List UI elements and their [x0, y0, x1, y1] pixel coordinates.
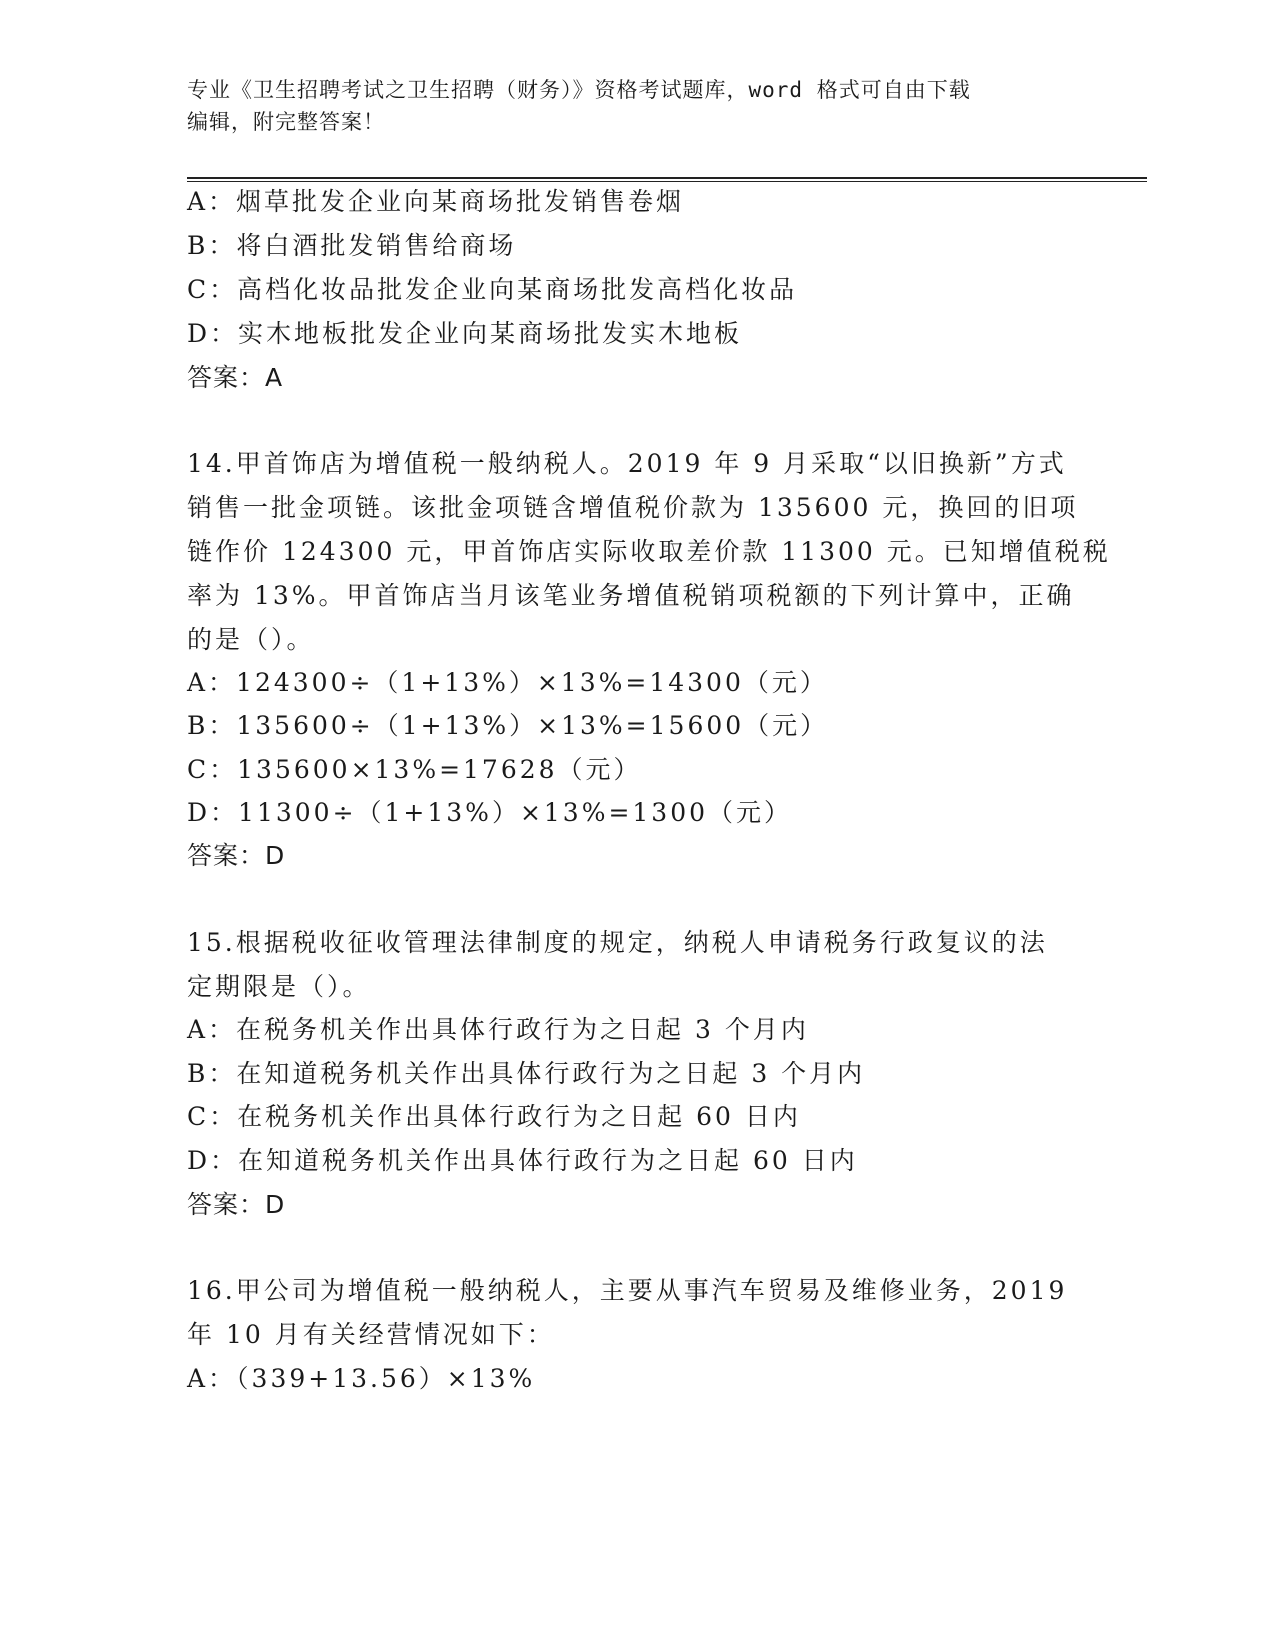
- q13-option-a: A：烟草批发企业向某商场批发销售卷烟: [187, 187, 685, 216]
- q15-stem-line-1: 15.根据税收征收管理法律制度的规定，纳税人申请税务行政复议的法: [187, 928, 1048, 957]
- q16-option-a: A：（339+13.56）×13%: [187, 1364, 536, 1393]
- q16-stem-line-1: 16.甲公司为增值税一般纳税人，主要从事汽车贸易及维修业务，2019: [187, 1276, 1068, 1305]
- q14-option-b: B：135600÷（1+13%）×13%=15600（元）: [187, 711, 829, 740]
- q14-option-d: D：11300÷（1+13%）×13%=1300（元）: [187, 798, 793, 827]
- q15-stem-line-2: 定期限是（）。: [187, 972, 371, 1001]
- q14-option-c: C：135600×13%=17628（元）: [187, 755, 642, 784]
- q13-answer: 答案：A: [187, 363, 284, 392]
- q14-option-a: A：124300÷（1+13%）×13%=14300（元）: [187, 668, 828, 697]
- header-line-1: 专业《卫生招聘考试之卫生招聘（财务）》资格考试题库，word 格式可自由下载: [187, 78, 971, 102]
- header-divider-thin: [187, 181, 1147, 182]
- q15-option-b: B：在知道税务机关作出具体行政行为之日起 3 个月内: [187, 1059, 866, 1088]
- header-divider-thick: [187, 177, 1147, 179]
- q13-option-b: B：将白酒批发销售给商场: [187, 231, 517, 260]
- q14-stem-line-3: 链作价 124300 元，甲首饰店实际收取差价款 11300 元。已知增值税税: [187, 537, 1111, 566]
- q14-answer: 答案：D: [187, 841, 286, 870]
- q13-option-c: C：高档化妆品批发企业向某商场批发高档化妆品: [187, 275, 798, 304]
- q14-stem-line-2: 销售一批金项链。该批金项链含增值税价款为 135600 元，换回的旧项: [187, 493, 1079, 522]
- q13-option-d: D：实木地板批发企业向某商场批发实木地板: [187, 319, 743, 348]
- q15-option-a: A：在税务机关作出具体行政行为之日起 3 个月内: [187, 1015, 809, 1044]
- q14-stem-line-4: 率为 13%。甲首饰店当月该笔业务增值税销项税额的下列计算中，正确: [187, 581, 1075, 610]
- q14-stem-line-5: 的是（）。: [187, 625, 315, 654]
- document-header: [187, 74, 1067, 138]
- q14-stem-line-1: 14.甲首饰店为增值税一般纳税人。2019 年 9 月采取“以旧换新”方式: [187, 449, 1067, 478]
- q16-stem-line-2: 年 10 月有关经营情况如下：: [187, 1320, 555, 1349]
- q15-answer: 答案：D: [187, 1190, 286, 1219]
- header-line-2: 编辑，附完整答案！: [187, 110, 385, 134]
- q15-option-c: C：在税务机关作出具体行政行为之日起 60 日内: [187, 1102, 801, 1131]
- q15-option-d: D：在知道税务机关作出具体行政行为之日起 60 日内: [187, 1146, 858, 1175]
